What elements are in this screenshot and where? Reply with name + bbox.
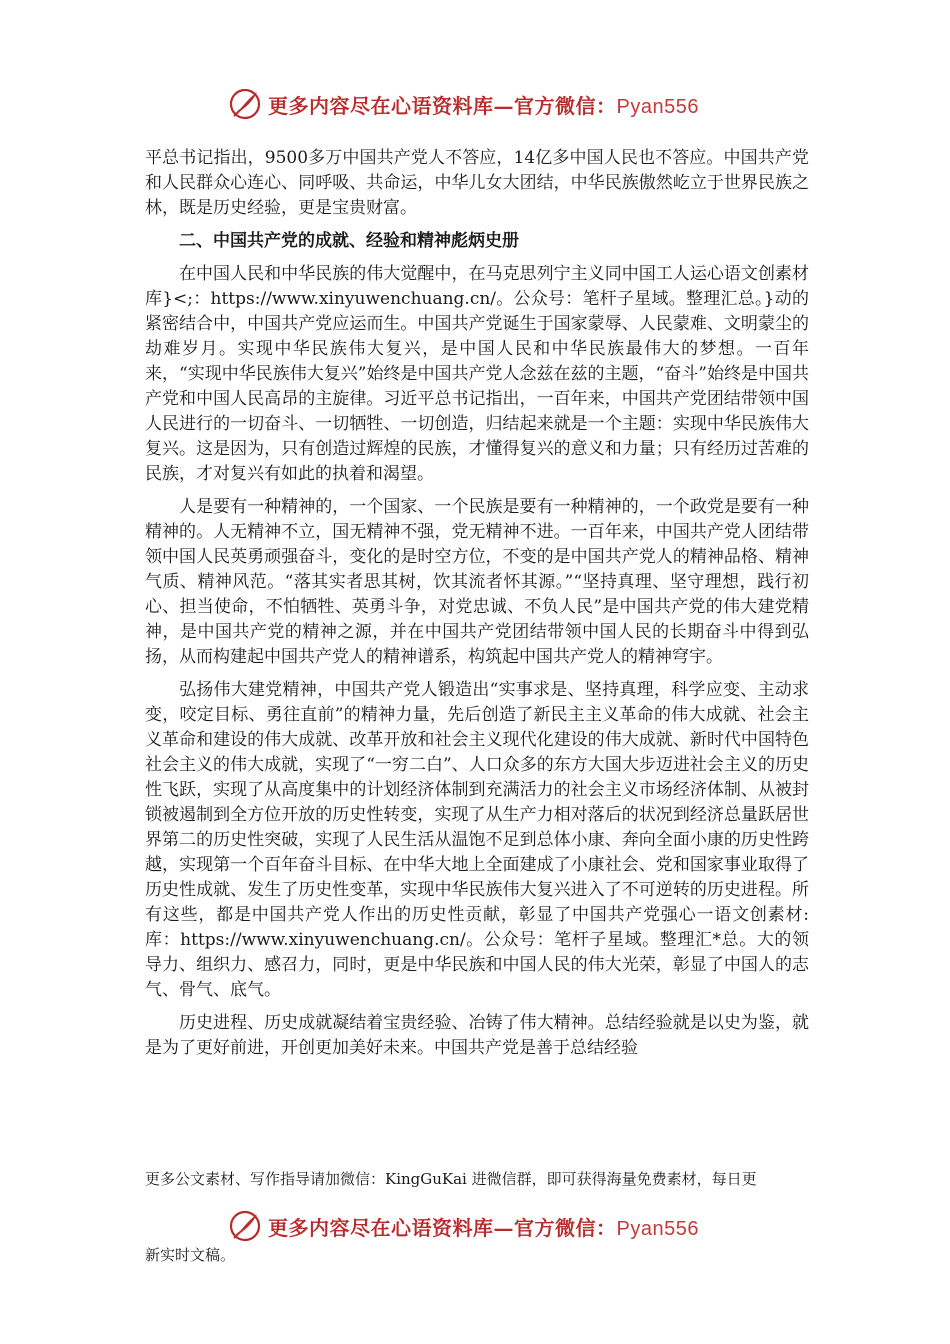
header-banner [228,82,699,126]
paragraph-4: 弘扬伟大建党精神，中国共产党人锻造出“实事求是、坚持真理，科学应变、主动求变，咬定目标、勇往直前”的精神力量，先后创造了新民主主义革命的伟大成就、社会主义革命和建设的伟大成就、改革开放和社会主义现代化建设的伟大成就、新时代中国特色社会主义的伟大成就，实现了“一穷二白”、人口众多的东方大国大步迈进社会主义的历史性飞跃，实现了从高度集中的计划经济体制到充满活力的社会主义市场经济体制、从被封锁被遏制到全方位开放的历史性转变，实现了从生产力相对落后的状况到经济总量跃居世界第二的历史性突破，实现了人民生活从温饱不足到总体小康、奔向全面小康的历史性跨越，实现第一个百年奋斗目标、在中华大地上全面建成了小康社会、党和国家事业取得了历史性成就、发生了历史性变革，实现中华民族伟大复兴进入了不可逆转的历史进程。所有这些，都是中国共产党人作出的历史性贡献，彰显了中国共产党强心一语文创素材:库：https://www.xinyuwenchuang.cn/。公众号：笔杆子星域。整理汇*总。大的领导力、组织力、感召力，同时，更是中华民族和中国人民的伟大光荣，彰显了中国人的志气、骨气、底气。 [145,680,809,1000]
paragraph-2: 在中国人民和中华民族的伟大觉醒中，在马克思列宁主义同中国工人运心语文创素材库}<;：https://www.xinyuwenchuang.cn/。公众号：笔杆子星域。整理汇总。}动的紧密结合中，中国共产党应运而生。中国共产党诞生于国家蒙辱、人民蒙难、文明蒙尘的劫难岁月。实现中华民族伟大复兴，是中国人民和中华民族最伟大的梦想。一百年来，“实现中华民族伟大复兴”始终是中国共产党人念兹在兹的主题，“奋斗”始终是中国共产党和中国人民高昂的主旋律。习近平总书记指出，一百年来，中国共产党团结带领中国人民进行的一切奋斗、一切牺牲、一切创造，归结起来就是一个主题：实现中华民族伟大复兴。这是因为，只有创造过辉煌的民族，才懂得复兴的意义和力量；只有经历过苦难的民族，才对复兴有如此的执着和渴望。 [145,264,809,484]
banner-wechat-id: Pyan556 [616,1217,699,1240]
footer-promo-continued: 新实时文稿。 [145,1246,236,1264]
banner-text [268,1212,699,1241]
banner-text [268,90,699,119]
banner-label: 更多内容尽在心语资料库—官方微信： [268,93,617,118]
paragraph-5: 历史进程、历史成就凝结着宝贵经验、冶铸了伟大精神。总结经验就是以史为鉴，就是为了更好前进，开创更加美好未来。中国共产党是善于总结经验 [145,1013,809,1058]
feather-pen-logo-icon [228,87,262,121]
paragraph-1: 平总书记指出，9500多万中国共产党人不答应，14亿多中国人民也不答应。中国共产党和人民群众心连心、同呼吸、共命运，中华儿女大团结，中华民族傲然屹立于世界民族之林，既是历史经验，更是宝贵财富。 [145,148,809,218]
footer-banner [228,1204,699,1248]
footer-promo: 更多公文素材、写作指导请加微信：KingGuKai 进微信群，即可获得海量免费素材，每日更 [145,1170,757,1188]
banner-label: 更多内容尽在心语资料库—官方微信： [268,1215,617,1240]
banner-wechat-id: Pyan556 [616,95,699,118]
section-heading-2: 二、中国共产党的成就、经验和精神彪炳史册 [179,231,519,251]
paragraph-3: 人是要有一种精神的，一个国家、一个民族是要有一种精神的，一个政党是要有一种精神的。人无精神不立，国无精神不强，党无精神不进。一百年来，中国共产党人团结带领中国人民英勇顽强奋斗，变化的是时空方位，不变的是中国共产党人的精神品格、精神气质、精神风范。“落其实者思其树，饮其流者怀其源。”“坚持真理、坚守理想，践行初心、担当使命，不怕牺牲、英勇斗争，对党忠诚、不负人民”是中国共产党的伟大建党精神，是中国共产党的精神之源，并在中国共产党团结带领中国人民的长期奋斗中得到弘扬，从而构建起中国共产党人的精神谱系，构筑起中国共产党人的精神穹宇。 [145,497,809,667]
feather-pen-logo-icon [228,1209,262,1243]
document-body [145,146,809,1061]
